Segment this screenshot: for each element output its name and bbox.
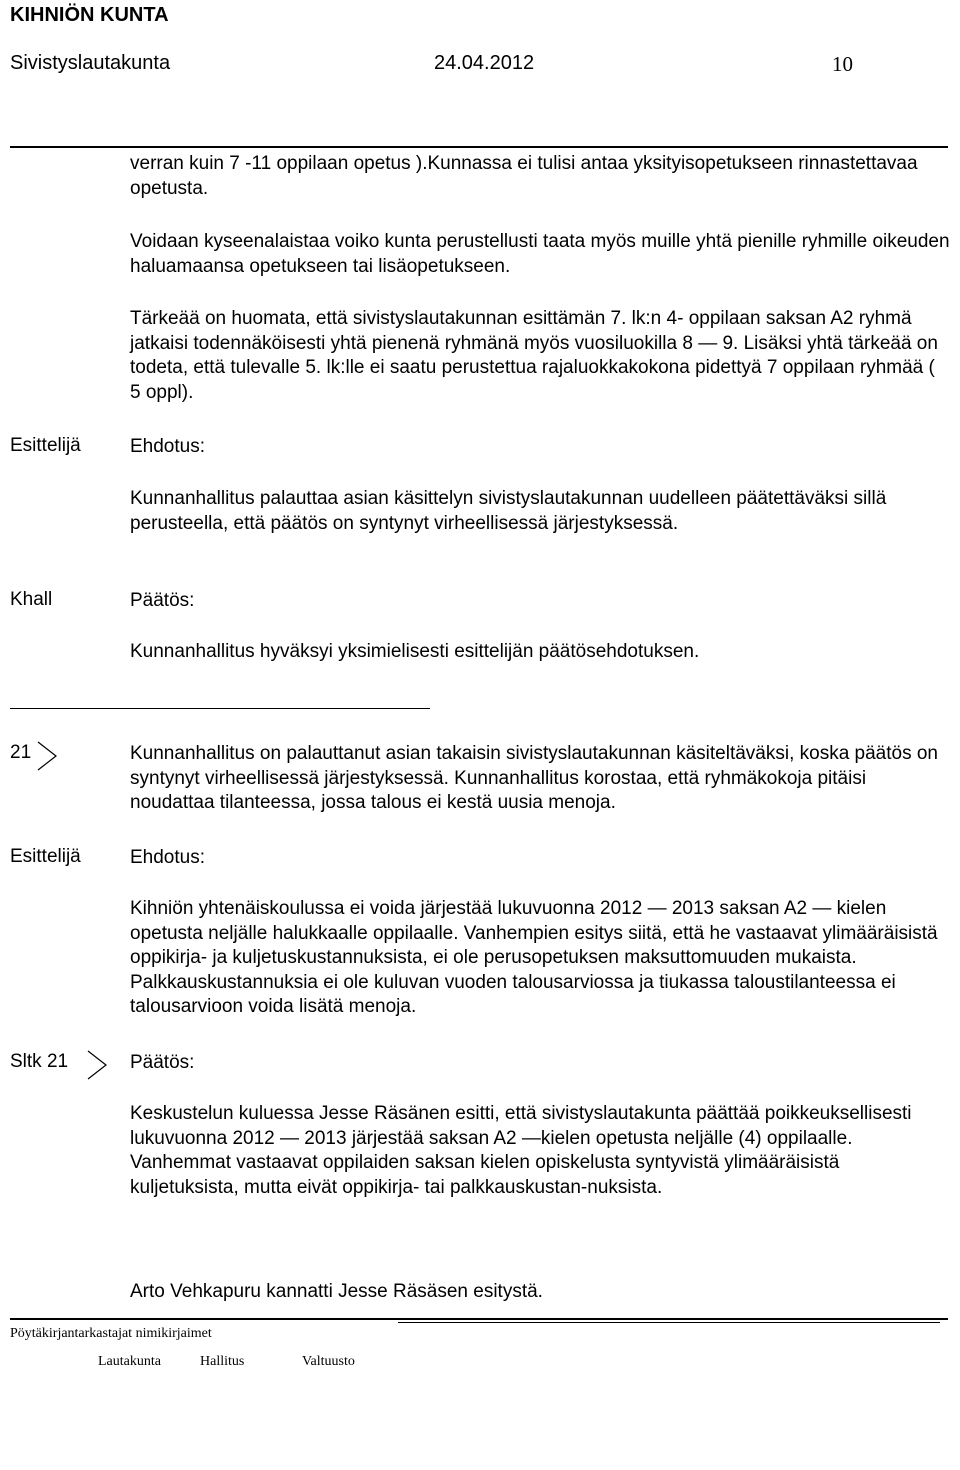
page-number: 10 — [832, 52, 853, 76]
section-decision-text: Keskustelun kuluessa Jesse Räsänen esitti, että sivistyslautakunta päättää poikkeuksellisesti lukuvuonna 2012 — 2013 järjestää saksan A2 —kielen opetusta neljälle (4) oppilaalle. Vanhemmat vastaavat oppilaiden saksan kielen opiskelusta syntyvistä ylimääräisistä kuljetuksista, mutta eivät oppikirja- tai palkkauskustan-nuksista. — [130, 1103, 912, 1198]
board-name: Sivistyslautakunta — [10, 52, 171, 74]
section-marker-icon — [34, 738, 60, 774]
section-proposal-text: Kihniön yhtenäiskoulussa ei voida järjestää lukuvuonna 2012 — 2013 saksan A2 — kielen opetusta neljälle halukkaalle oppilaalle. Vanhempien esitys siitä, että he vastaavat ylimääräisistä oppikirja- ja kuljetuskustannuksista, ei ole perusopetuksen maksuttomuuden mukaista. Palkkauskustannuksia ei ole kuluvan vuoden talousarviossa ja tiukassa taloustilanteessa ei talousarvioon voida lisätä menoja. — [130, 898, 938, 1017]
header-rule — [10, 146, 948, 148]
continued-paragraph-2: Voidaan kyseenalaistaa voiko kunta perustellusti taata myös muille yhtä pienille ryhmille oikeuden haluamaansa opetukseen tai lisäopetukseen. — [130, 231, 950, 277]
section-number: 21 — [10, 742, 32, 763]
section-decision-heading: Päätös: — [130, 1052, 195, 1073]
section-separator — [10, 708, 430, 709]
signature-line — [398, 1322, 940, 1323]
section-presenter-label: Esittelijä — [10, 846, 81, 867]
proposal-text: Kunnanhallitus palauttaa asian käsittelyn sivistyslautakunnan uudelleen päätettäväksi sillä perusteella, että päätös on syntynyt virheellisessä järjestyksessä. — [130, 488, 887, 534]
footer-rule — [10, 1318, 948, 1320]
meeting-date: 24.04.2012 — [434, 52, 535, 74]
sltk-marker-icon — [84, 1047, 110, 1083]
signature-column-government: Hallitus — [200, 1354, 245, 1369]
khall-label: Khall — [10, 589, 53, 610]
signatures-label: Pöytäkirjantarkastajat nimikirjaimet — [10, 1326, 212, 1341]
organization-name: KIHNIÖN KUNTA — [10, 4, 169, 26]
proposal-heading: Ehdotus: — [130, 436, 205, 457]
section-intro: Kunnanhallitus on palauttanut asian takaisin sivistyslautakunnan käsiteltäväksi, koska päätös on syntynyt virheellisessä järjestyksessä. Kunnanhallitus korostaa, että ryhmäkokoja pitäisi noudattaa tilanteessa, jossa talous ei kestä uusia menoja. — [130, 743, 939, 813]
decision-text: Kunnanhallitus hyväksyi yksimielisesti esittelijän päätösehdotuksen. — [130, 641, 700, 662]
signature-column-board: Lautakunta — [98, 1354, 161, 1369]
continued-paragraph-3: Tärkeää on huomata, että sivistyslautakunnan esittämän 7. lk:n 4- oppilaan saksan A2 ryhmä jatkaisi todennäköisesti yhtä pienenä ryhmänä myös vuosiluokilla 8 — 9. Lisäksi yhtä tärkeää on todeta, että tulevalle 5. lk:lle ei saatu perustettua rajaluokkakokona pidettyä 7 oppilaan ryhmää ( 5 oppl). — [130, 308, 938, 403]
presenter-label: Esittelijä — [10, 435, 81, 456]
support-text: Arto Vehkapuru kannatti Jesse Räsäsen esitystä. — [130, 1281, 543, 1302]
decision-heading: Päätös: — [130, 590, 195, 611]
signature-column-council: Valtuusto — [302, 1354, 355, 1369]
continued-paragraph-1: verran kuin 7 -11 oppilaan opetus ).Kunnassa ei tulisi antaa yksityisopetukseen rinnastettavaa opetusta. — [130, 153, 918, 199]
section-proposal-heading: Ehdotus: — [130, 847, 205, 868]
sltk-label: Sltk 21 — [10, 1051, 69, 1072]
